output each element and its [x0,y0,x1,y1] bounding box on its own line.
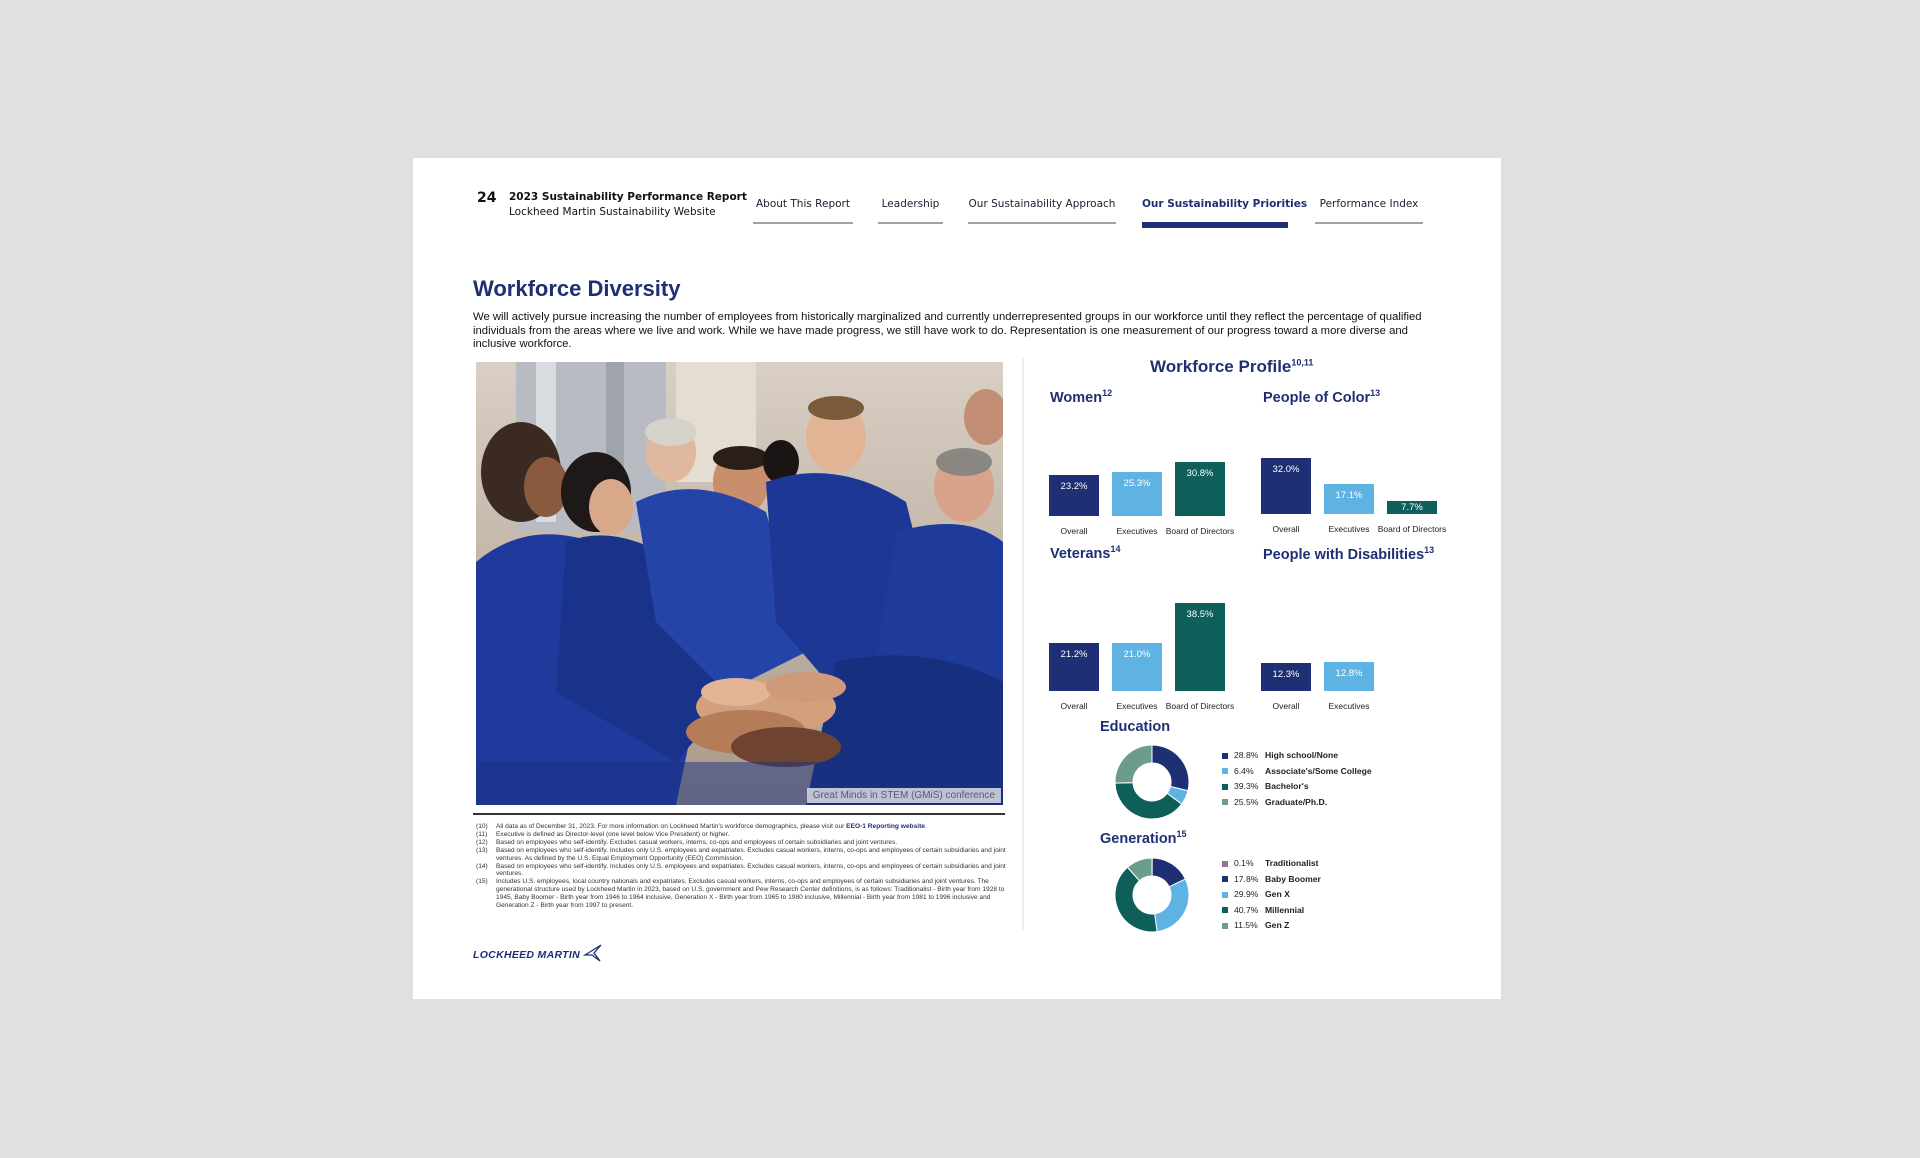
report-title: 2023 Sustainability Performance Report [509,191,747,203]
bar-value-label: 32.0% [1272,464,1300,475]
legend-item [1222,779,1372,795]
education-donut-chart [1112,742,1192,822]
legend-swatch [1222,799,1228,805]
tab-about-this-report[interactable]: About This Report [753,198,853,224]
legend-value: 0.1% [1234,858,1254,868]
category-label: Overall [1272,701,1300,711]
legend-label: Associate's/Some College [1265,765,1372,776]
veterans-bar-chart [1049,568,1239,730]
chart-title-note: 14 [1110,544,1121,554]
category-label: Executives [1116,526,1158,536]
chart-title-text: People with Disabilities [1263,546,1425,563]
legend-value: 40.7% [1234,904,1259,915]
legend-swatch [1222,876,1228,882]
bar-value-label: 7.7% [1401,502,1423,513]
bar-value-label: 30.8% [1186,468,1214,479]
category-label: Board of Directors [1165,526,1235,536]
chart-title-text: Generation [1100,830,1177,847]
chart-title-text: People of Color [1263,389,1371,406]
footnote-number: (11) [476,830,488,838]
bar-executives [1324,662,1374,691]
generation-legend [1222,856,1321,934]
chart-title-text: Veterans [1050,545,1111,562]
bar-value-label: 12.3% [1272,669,1300,680]
workforce-profile-note: 10,11 [1291,357,1314,368]
bar-value-label: 17.1% [1335,490,1363,501]
women-chart-title [1050,388,1112,406]
workforce-profile-title [1150,357,1313,377]
bar-value-label: 21.0% [1123,649,1151,660]
legend-value: 39.3% [1234,781,1259,791]
legend-label: Bachelor's [1265,781,1309,791]
legend-label: Graduate/Ph.D. [1265,796,1328,807]
team-photo-illustration [476,362,1003,805]
footnote-text: Executive is defined as Director-level (one level below Vice President) or higher. [496,830,730,838]
legend-label: High school/None [1265,750,1339,760]
legend-item [1222,872,1321,888]
footnote-10 [476,823,1006,831]
tab-our-sustainability-approach[interactable]: Our Sustainability Approach [968,198,1116,224]
footnote-divider [473,813,1005,815]
category-label: Board of Directors [1165,701,1235,711]
footnote-text: All data as of December 31, 2023. For more information on Lockheed Martin's workforce demographics, please visit our [496,823,847,830]
footnote-number: (15) [476,878,488,886]
legend-item [1222,764,1372,780]
legend-swatch [1222,892,1228,898]
tab-our-sustainability-priorities[interactable]: Our Sustainability Priorities [1142,198,1288,228]
legend-value: 11.5% [1234,920,1258,930]
footnote-11 [476,831,1006,839]
bar-value-label: 12.8% [1335,668,1363,679]
eeo1-reporting-link[interactable]: EEO-1 Reporting website [846,823,925,830]
legend-label: Gen X [1265,889,1290,899]
section-title: Workforce Diversity [473,276,681,301]
category-label: Executives [1116,701,1158,711]
legend-item [1222,856,1321,872]
footnote-number: (10) [476,823,488,830]
chart-title-note: 15 [1176,829,1187,839]
legend-value: 29.9% [1234,889,1259,899]
footnote-15 [476,878,1006,910]
generation-donut-chart [1112,855,1192,935]
footnotes [476,823,1006,910]
generation-chart-title [1100,829,1187,847]
legend-label: Baby Boomer [1265,873,1321,884]
bar-overall [1049,475,1099,516]
legend-swatch [1222,784,1228,790]
bar-executives [1112,472,1162,516]
tab-leadership[interactable]: Leadership [878,198,943,224]
footnote-number: (13) [476,846,488,854]
category-label: Overall [1272,524,1300,534]
photo-caption: Great Minds in STEM (GMiS) conference [807,788,1001,803]
footnote-13 [476,847,1006,863]
legend-label: Millennial [1265,904,1305,915]
slice-graduate-ph-d- [1115,745,1152,783]
footnote-text: Based on employees who self-identify. Includes only U.S. employees and expatriates. Excludes casual workers, interns, co-ops and employees of certain subsidiaries and joint ventures. [496,862,1006,878]
legend-swatch [1222,923,1228,929]
slice-high-school-none [1152,745,1189,791]
footnote-number: (14) [476,862,488,870]
footnote-number: (12) [476,838,488,846]
disabilities-chart-title [1263,545,1434,563]
bar-overall [1261,663,1311,691]
bar-overall [1261,458,1311,514]
bar-executives [1112,643,1162,691]
legend-value: 6.4% [1234,765,1254,776]
report-subtitle-link[interactable]: Lockheed Martin Sustainability Website [509,206,716,218]
intro-paragraph: We will actively pursue increasing the number of employees from historically marginalized and currently underrepresented groups in our workforce until they reflect the percentage of qualified individuals from the areas where we live and work. While we have made progress, we still have work to do. Representation is one measurement of our progress toward a more diverse and inclusive workforce. [473,311,1422,350]
legend-swatch [1222,907,1228,913]
legend-swatch [1222,861,1228,867]
category-label: Overall [1060,701,1088,711]
star-logo-icon [583,943,603,963]
legend-item [1222,748,1372,764]
slice-gen-x [1155,879,1189,932]
footnote-12 [476,839,1006,847]
bar-executives [1324,484,1374,514]
education-legend [1222,748,1372,810]
bar-overall [1049,643,1099,691]
legend-label: Gen Z [1265,920,1290,930]
veterans-chart-title [1050,544,1120,562]
legend-label: Traditionalist [1265,858,1319,868]
footnote-text: Based on employees who self-identify. Excludes casual workers, interns, co-ops and employees of certain subsidiaries and joint ventures. [496,838,898,846]
workforce-profile-title-text: Workforce Profile [1150,357,1292,376]
legend-value: 28.8% [1234,750,1259,760]
legend-item [1222,903,1321,919]
bar-value-label: 23.2% [1060,481,1088,492]
bar-board-of-directors [1387,501,1437,514]
footnote-14 [476,863,1006,879]
category-label: Executives [1328,524,1370,534]
category-label: Executives [1328,701,1370,711]
legend-swatch [1222,768,1228,774]
legend-value: 17.8% [1234,873,1259,884]
footnote-punct: . [924,823,927,830]
chart-title-note: 13 [1424,545,1435,555]
legend-item [1222,795,1372,811]
lockheed-martin-logo: LOCKHEED MARTIN [473,949,580,961]
report-page [413,158,1501,999]
chart-title-text: Women [1050,389,1103,406]
bar-value-label: 38.5% [1186,609,1214,620]
bar-board-of-directors [1175,462,1225,516]
legend-item [1222,887,1321,903]
women-bar-chart [1049,413,1239,553]
footnote-text: Based on employees who self-identify. Includes only U.S. employees and expatriates. Excludes casual workers, interns, co-ops and employees of certain subsidiaries and joint ventures. As defined by the U.S. Equal Employment Opportunity (EEO) Commission. [496,846,1006,862]
legend-value: 25.5% [1234,796,1259,807]
footnote-text: Includes U.S. employees, local country nationals and expatriates. Excludes casual workers, interns, co-ops and employees of certain subsidiaries and joint ventures. The generational structure used by Lockheed Martin in 2023, based on U.S. government and Pew Research Center definitions, is as follows: Traditionalist - Birth year from 1928 to 1945, Baby Boomer - Birth year from 1946 to 1964 inclusive, Generation X - Birth year from 1965 to 1980 inclusive, Millennial - Birth year from 1981 to 1996 inclusive and Generation Z - Birth year from 1997 to present. [496,878,1005,910]
chart-title-note: 13 [1370,388,1381,398]
people-of-color-chart-title [1263,388,1380,406]
bar-board-of-directors [1175,603,1225,691]
disabilities-bar-chart [1261,568,1451,730]
column-divider [1022,358,1024,930]
people-of-color-bar-chart [1261,413,1451,553]
tab-performance-index[interactable]: Performance Index [1315,198,1423,224]
bar-value-label: 25.3% [1123,478,1151,489]
page-number: 24 [477,190,497,206]
team-photo [476,362,1003,805]
legend-swatch [1222,753,1228,759]
category-label: Overall [1060,526,1088,536]
bar-value-label: 21.2% [1060,649,1088,660]
chart-title-note: 12 [1102,388,1113,398]
category-label: Board of Directors [1377,524,1447,534]
education-chart-title: Education [1100,719,1171,735]
legend-item [1222,918,1321,934]
